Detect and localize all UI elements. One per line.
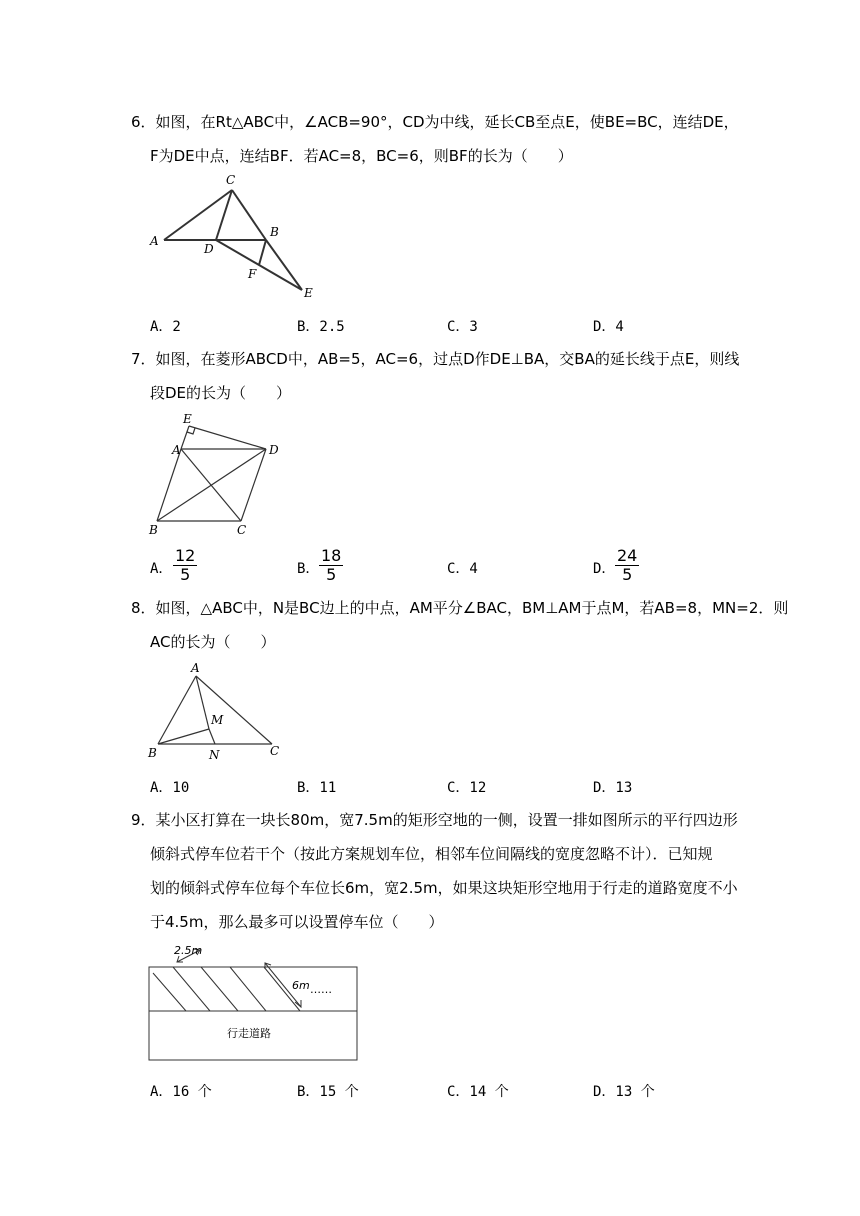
q6-option-b[interactable]: B．2.5 bbox=[297, 319, 345, 335]
q6-label-c: C bbox=[226, 173, 236, 187]
q9-ellipsis: …… bbox=[310, 983, 332, 996]
q7-option-d-letter: D． bbox=[593, 561, 616, 577]
q7-option-a-fraction bbox=[173, 547, 197, 584]
q8-label-b: B bbox=[148, 746, 157, 760]
q8-label-c: C bbox=[270, 744, 280, 758]
q9-line-3: 划的倾斜式停车位每个车位长6m，宽2.5m，如果这块矩形空地用于行走的道路宽度不小 bbox=[150, 879, 738, 897]
q8-label-a: A bbox=[191, 661, 200, 675]
q7-label-d: D bbox=[269, 443, 279, 457]
q7-option-a-numerator: 12 bbox=[175, 546, 196, 565]
q8-option-d[interactable]: D．13 bbox=[593, 780, 633, 796]
q6-triangle-figure bbox=[140, 170, 340, 305]
q9-option-b[interactable]: B．15 个 bbox=[297, 1084, 359, 1100]
q7-label-a: A bbox=[172, 443, 181, 457]
q9-line-1: 9．某小区打算在一块长80m，宽7.5m的矩形空地的一侧，设置一排如图所示的平行四边形 bbox=[131, 811, 738, 829]
q7-line-2: 段DE的长为（ ） bbox=[150, 384, 292, 402]
q7-label-e: E bbox=[183, 412, 192, 426]
q9-option-c[interactable]: C．14 个 bbox=[447, 1084, 509, 1100]
q7-option-d-numerator: 24 bbox=[617, 546, 638, 565]
q8-option-c[interactable]: C．12 bbox=[447, 780, 487, 796]
q6-line-1: 6．如图，在Rt△ABC中，∠ACB=90°，CD为中线，延长CB至点E，使BE=BC，连结DE， bbox=[131, 113, 739, 131]
q8-line-2: AC的长为（ ） bbox=[150, 633, 276, 651]
q7-option-b-fraction bbox=[319, 547, 343, 584]
q6-label-d: D bbox=[204, 242, 214, 256]
q7-option-a-denominator: 5 bbox=[180, 565, 191, 584]
q6-label-a: A bbox=[150, 234, 159, 248]
q6-label-b: B bbox=[270, 225, 279, 239]
q7-label-b: B bbox=[149, 523, 158, 537]
q9-length-label: 6m bbox=[292, 979, 310, 992]
q6-label-e: E bbox=[304, 286, 313, 300]
q6-label-f: F bbox=[248, 267, 257, 281]
q6-option-d[interactable]: D．4 bbox=[593, 319, 624, 335]
q8-triangle-figure bbox=[140, 660, 290, 765]
q7-option-b-numerator: 18 bbox=[321, 546, 342, 565]
q8-line-1: 8．如图，△ABC中，N是BC边上的中点，AM平分∠BAC，BM⊥AM于点M，若AB=8，MN=2．则 bbox=[131, 599, 789, 617]
q6-line-2: F为DE中点，连结BF．若AC=8，BC=6，则BF的长为（ ） bbox=[150, 147, 573, 165]
q7-option-b-denominator: 5 bbox=[326, 565, 337, 584]
q6-option-c[interactable]: C．3 bbox=[447, 319, 478, 335]
q7-label-c: C bbox=[237, 523, 247, 537]
q9-line-2: 倾斜式停车位若干个（按此方案规划车位，相邻车位间隔线的宽度忽略不计）．已知规 bbox=[150, 845, 713, 863]
q7-rhombus-figure bbox=[145, 412, 285, 540]
q8-label-m: M bbox=[211, 713, 224, 727]
q8-option-b[interactable]: B．11 bbox=[297, 780, 337, 796]
q7-option-d-denominator: 5 bbox=[622, 565, 633, 584]
q7-option-b-letter: B． bbox=[297, 561, 320, 577]
q7-option-a-letter: A． bbox=[150, 561, 173, 577]
q7-line-1: 7．如图，在菱形ABCD中，AB=5，AC=6，过点D作DE⊥BA，交BA的延长线于点E，则线 bbox=[131, 350, 740, 368]
q9-parking-diagram bbox=[140, 940, 370, 1065]
q9-line-4: 于4.5m，那么最多可以设置停车位（ ） bbox=[150, 913, 444, 931]
q9-width-label: 2.5m bbox=[174, 944, 203, 957]
q6-option-a[interactable]: A．2 bbox=[150, 319, 181, 335]
q9-option-a[interactable]: A．16 个 bbox=[150, 1084, 212, 1100]
q7-option-c-letter: C．4 bbox=[447, 561, 478, 577]
q8-label-n: N bbox=[209, 748, 220, 762]
q9-road-label: 行走道路 bbox=[227, 1027, 271, 1040]
q8-option-a[interactable]: A．10 bbox=[150, 780, 190, 796]
q7-option-d-fraction bbox=[615, 547, 639, 584]
q9-option-d[interactable]: D．13 个 bbox=[593, 1084, 655, 1100]
